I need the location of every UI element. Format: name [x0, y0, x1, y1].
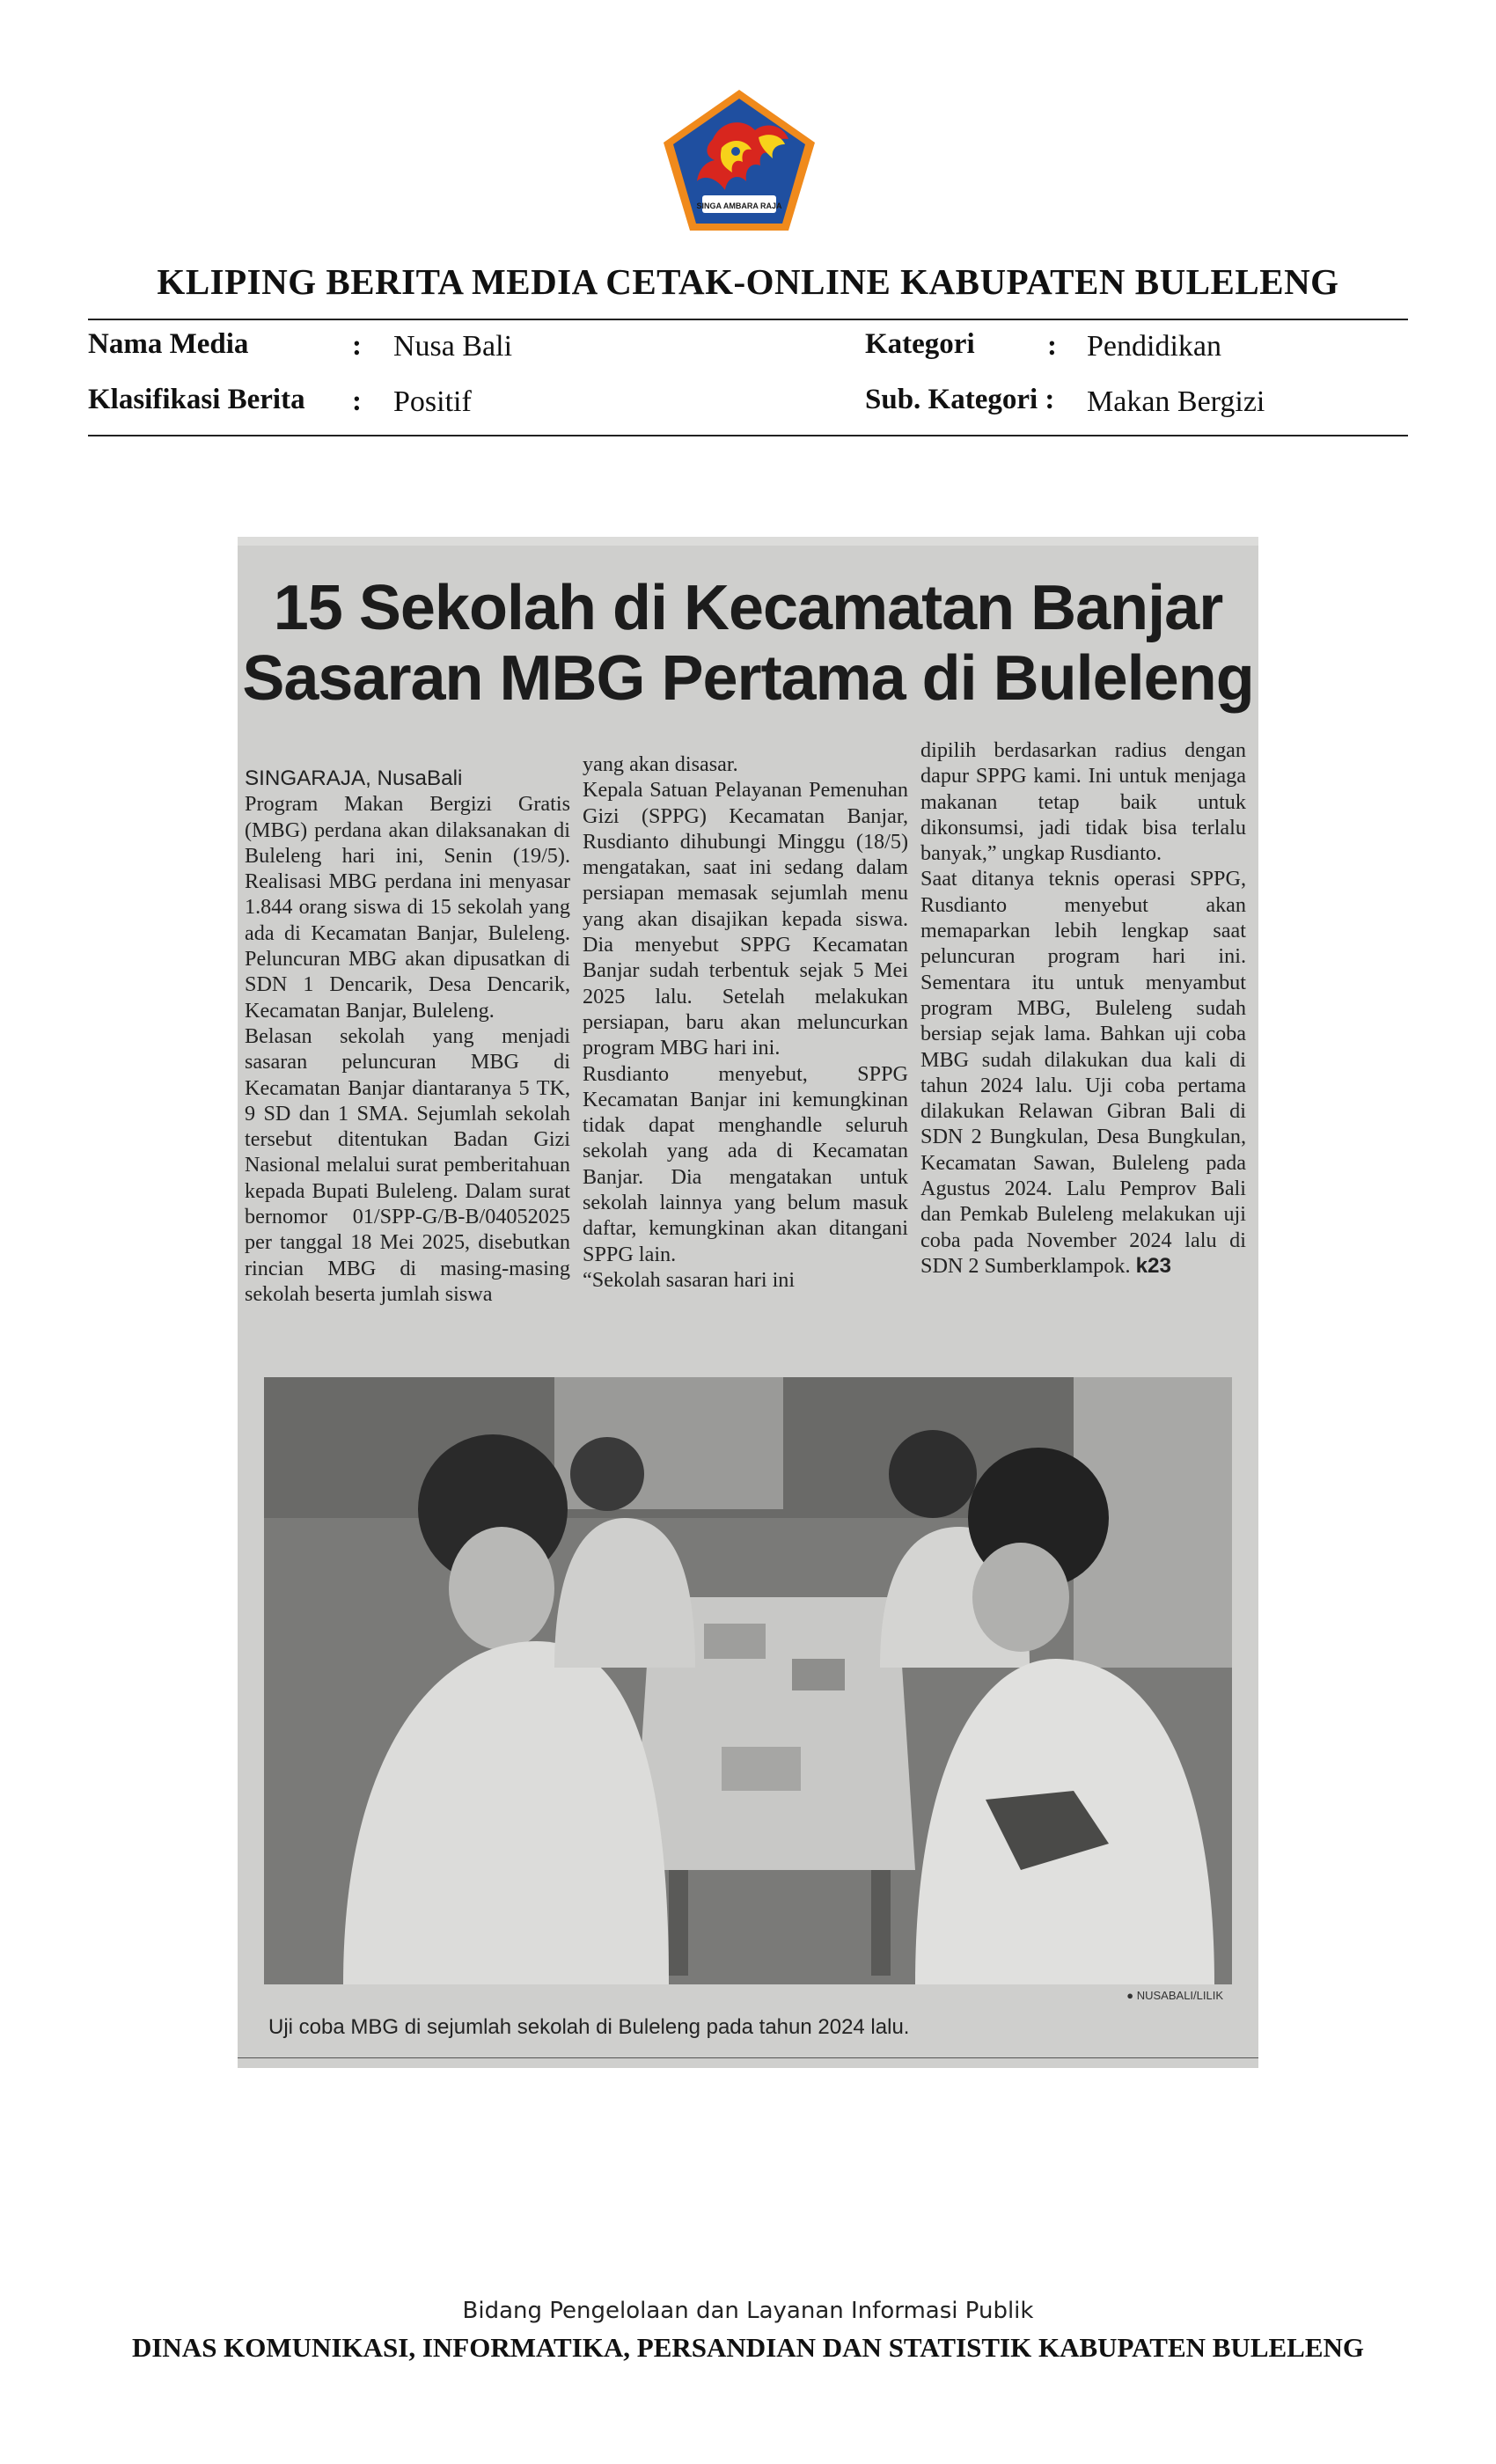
- kategori-label: Kategori: [865, 328, 975, 360]
- column-2-text: yang akan disasar. Kepala Satuan Pelayanan Pemenuhan Gizi (SPPG) Kecamatan Banjar, Rusdianto dihubungi Minggu (18/5) mengatakan, saat ini sedang dalam persiapan memasak sejumlah menu yang akan disajikan kepada siswa. Dia menyebut SPPG Kecamatan Banjar sudah terbentuk sejak 5 Mei 2025 lalu. Setelah melakukan persiapan, baru akan meluncurkan program MBG hari ini. Rusdianto menyebut, SPPG Kecamatan Banjar ini kemungkinan tidak dapat menghandle seluruh sekolah yang ada di Kecamatan Banjar. Dia mengatakan untuk sekolah lainnya yang belum masuk daftar, kemungkinan akan ditangani SPPG lain. “Sekolah sasaran hari ini: [583, 752, 908, 1292]
- headline-line-1: 15 Sekolah di Kecamatan Banjar: [273, 573, 1223, 643]
- newspaper-clipping: [238, 537, 1258, 2068]
- page-title: KLIPING BERITA MEDIA CETAK-ONLINE KABUPATEN BULELENG: [157, 261, 1339, 302]
- article-column-1: [245, 766, 570, 1307]
- sub-kategori-value: Makan Bergizi: [1087, 385, 1265, 418]
- kategori-colon: :: [1047, 330, 1057, 362]
- nama-media-label: Nama Media: [88, 328, 249, 360]
- title-divider: [88, 319, 1408, 320]
- author-sign: k23: [1135, 1253, 1171, 1278]
- klasifikasi-value: Positif: [393, 385, 472, 418]
- nama-media-value: Nusa Bali: [393, 330, 513, 363]
- dateline: SINGARAJA, NusaBali: [245, 766, 463, 790]
- caption-divider: [238, 2057, 1258, 2058]
- clipping-edge: [238, 537, 1258, 546]
- column-3-text: dipilih berdasarkan radius dengan dapur SPPG kami. Ini untuk menjaga makanan tetap baik untuk dikonsumsi, jadi tidak bisa terlalu banyak,” ungkap Rusdianto. Saat ditanya teknis operasi SPPG, Rusdianto menyebut akan memaparkan lebih lengkap saat peluncuran program hari ini. Sementara itu untuk menyambut program MBG, Buleleng sudah bersiap sejak lama. Bahkan uji coba MBG sudah dilakukan dua kali di tahun 2024 lalu. Uji coba pertama dilakukan Relawan Gibran Bali di SDN 2 Bungkulan, Desa Bungkulan, Kecamatan Sawan, Buleleng pada Agustus 2024. Lalu Pemprov Bali dan Pemkab Buleleng melakukan uji coba pada November 2024 lalu di SDN 2 Sumberklampok.: [920, 738, 1246, 1278]
- photo-caption: Uji coba MBG di sejumlah sekolah di Buleleng pada tahun 2024 lalu.: [268, 2015, 910, 2039]
- nama-media-colon: :: [352, 330, 362, 362]
- logo-motto-text: SINGA AMBARA RAJA: [696, 202, 782, 210]
- kategori-value: Pendidikan: [1087, 330, 1221, 363]
- klasifikasi-colon: :: [352, 385, 362, 417]
- article-column-2: [583, 752, 908, 1293]
- article-photo: [264, 1377, 1232, 1984]
- klasifikasi-label: Klasifikasi Berita: [88, 384, 305, 415]
- footer-department: Bidang Pengelolaan dan Layanan Informasi Publik: [462, 2298, 1034, 2324]
- footer-agency: DINAS KOMUNIKASI, INFORMATIKA, PERSANDIAN DAN STATISTIK KABUPATEN BULELENG: [131, 2332, 1365, 2363]
- article-column-3: [920, 737, 1246, 1279]
- column-1-text: Program Makan Bergizi Gratis (MBG) perdana akan dilaksanakan di Buleleng hari ini, Senin (19/5). Realisasi MBG perdana ini menyasar 1.844 orang siswa di 15 sekolah yang ada di Kecamatan Banjar, Buleleng. Peluncuran MBG akan dipusatkan di SDN 1 Dencarik, Desa Dencarik, Kecamatan Banjar, Buleleng. Belasan sekolah yang menjadi sasaran peluncuran MBG di Kecamatan Banjar diantaranya 5 TK, 9 SD dan 1 SMA. Sejumlah sekolah tersebut ditentukan Badan Gizi Nasional melalui surat pemberitahuan kepada Bupati Buleleng. Dalam surat bernomor 01/SPP-G/B-B/04052025 per tanggal 18 Mei 2025, disebutkan rincian MBG di masing-masing sekolah beserta jumlah siswa: [245, 792, 570, 1306]
- photo-credit: ● NUSABALI/LILIK: [1126, 1989, 1223, 2002]
- buleleng-emblem-logo: [660, 86, 818, 234]
- sub-kategori-label: Sub. Kategori :: [865, 384, 1055, 415]
- headline-line-2: Sasaran MBG Pertama di Buleleng: [242, 643, 1254, 714]
- meta-divider: [88, 435, 1408, 436]
